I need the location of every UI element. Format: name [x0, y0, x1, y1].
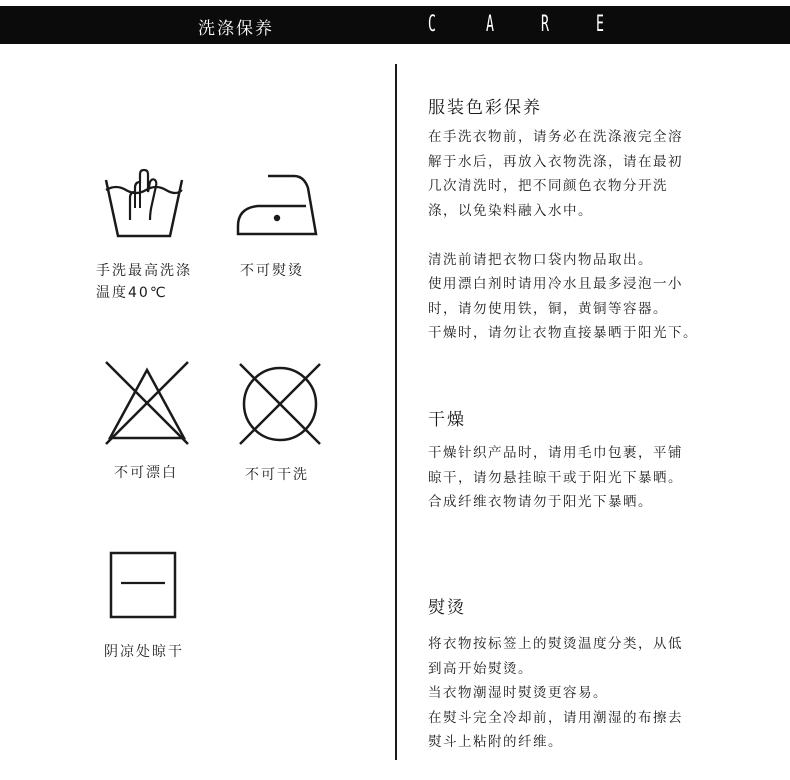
section-body-color-care: 在手洗衣物前，请务必在洗涤液完全溶 解于水后，再放入衣物洗涤，请在最初 几次清洗时，把不同颜色衣物分开洗 涤，以免染料融入水中。 清洗前请把衣物口袋内物品取出。 使用漂白剂时请用冷水且最多浸泡一小 时，请勿使用铁，铜，黄铜等容器。 干燥时，请勿让衣物直接暴晒于阳光下。	[428, 129, 698, 341]
no-dry-clean-label: 不可干洗	[245, 467, 309, 483]
header-care-letter: E	[596, 12, 604, 37]
header-care-letter: R	[541, 12, 549, 37]
section-body-ironing: 将衣物按标签上的熨烫温度分类，从低 到高开始熨烫。 当衣物潮湿时熨烫更容易。 在熨斗完全冷却前，请用潮湿的布擦去 熨斗上粘附的纤维。	[428, 636, 683, 750]
section-body-drying: 干燥针织产品时，请用毛巾包裹，平铺 晾干，请勿悬挂晾干或于阳光下暴晒。 合成纤维衣物请勿于阳光下暴晒。	[428, 445, 683, 510]
vertical-divider	[395, 64, 397, 760]
header-bar	[0, 6, 790, 44]
header-care-letter: C	[428, 12, 436, 37]
hand-wash-label: 手洗最高洗涤 温度40℃	[96, 263, 192, 301]
shade-dry-icon	[109, 551, 177, 619]
section-title-drying: 干燥	[428, 410, 466, 430]
no-bleach-icon	[104, 360, 190, 446]
section-title-ironing: 熨烫	[428, 598, 466, 618]
shade-dry-label: 阴凉处晾干	[104, 644, 184, 660]
header-care-letter: A	[486, 12, 494, 37]
no-dry-clean-icon	[236, 360, 324, 448]
header-title-cn: 洗涤保养	[198, 19, 274, 39]
no-bleach-label: 不可漂白	[114, 465, 178, 481]
section-title-color-care: 服装色彩保养	[428, 98, 542, 118]
no-iron-icon	[236, 174, 318, 236]
no-iron-label: 不可熨烫	[240, 263, 304, 279]
hand-wash-icon	[104, 168, 184, 240]
